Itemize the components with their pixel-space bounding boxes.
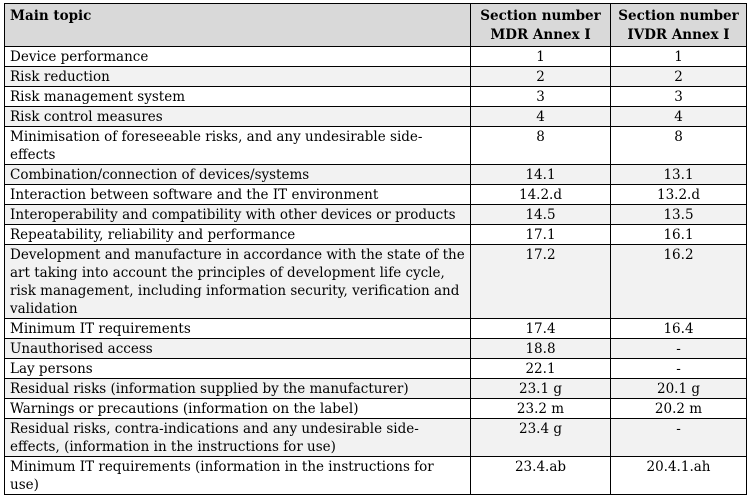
header-ivdr-line2: IVDR Annex I xyxy=(627,27,730,43)
row-mdr-cell: 23.4 g xyxy=(471,419,611,457)
row-topic-cell: Interoperability and compatibility with other devices or products xyxy=(5,205,471,225)
row-mdr-cell: 14.1 xyxy=(471,165,611,185)
table-row xyxy=(5,245,747,319)
table-header-row xyxy=(5,4,747,47)
row-ivdr-cell: - xyxy=(611,359,747,379)
row-mdr-cell: 17.4 xyxy=(471,319,611,339)
table-row xyxy=(5,419,747,457)
row-topic-cell: Repeatability, reliability and performance xyxy=(5,225,471,245)
row-ivdr-cell: 2 xyxy=(611,67,747,87)
row-ivdr-cell: 20.2 m xyxy=(611,399,747,419)
row-topic-cell: Development and manufacture in accordance with the state of the art taking into account the principles of development life cycle, risk management, including information security, verification and validation xyxy=(5,245,471,319)
row-ivdr-cell: - xyxy=(611,419,747,457)
row-ivdr-cell: - xyxy=(611,339,747,359)
row-ivdr-cell: 13.5 xyxy=(611,205,747,225)
row-topic-cell: Residual risks, contra-indications and any undesirable side-effects, (information in the instructions for use) xyxy=(5,419,471,457)
row-mdr-cell: 4 xyxy=(471,107,611,127)
row-topic-cell: Minimum IT requirements xyxy=(5,319,471,339)
row-ivdr-cell: 8 xyxy=(611,127,747,165)
table-row xyxy=(5,457,747,495)
table-row xyxy=(5,399,747,419)
row-mdr-cell: 18.8 xyxy=(471,339,611,359)
row-topic-cell: Unauthorised access xyxy=(5,339,471,359)
row-ivdr-cell: 16.1 xyxy=(611,225,747,245)
header-mdr-section xyxy=(471,4,611,47)
table-row xyxy=(5,359,747,379)
table-row xyxy=(5,165,747,185)
header-mdr-line2: MDR Annex I xyxy=(490,27,591,43)
table-row xyxy=(5,47,747,67)
row-mdr-cell: 17.1 xyxy=(471,225,611,245)
row-topic-cell: Minimisation of foreseeable risks, and any undesirable side-effects xyxy=(5,127,471,165)
row-mdr-cell: 14.5 xyxy=(471,205,611,225)
table-row xyxy=(5,319,747,339)
table-row xyxy=(5,205,747,225)
row-mdr-cell: 23.1 g xyxy=(471,379,611,399)
row-mdr-cell: 23.2 m xyxy=(471,399,611,419)
row-mdr-cell: 22.1 xyxy=(471,359,611,379)
header-mdr-line1: Section number xyxy=(480,8,601,24)
row-topic-cell: Risk management system xyxy=(5,87,471,107)
header-ivdr-section xyxy=(611,4,747,47)
header-ivdr-line1: Section number xyxy=(618,8,739,24)
row-ivdr-cell: 20.4.1.ah xyxy=(611,457,747,495)
row-mdr-cell: 2 xyxy=(471,67,611,87)
row-ivdr-cell: 1 xyxy=(611,47,747,67)
row-topic-cell: Residual risks (information supplied by the manufacturer) xyxy=(5,379,471,399)
row-ivdr-cell: 4 xyxy=(611,107,747,127)
row-mdr-cell: 17.2 xyxy=(471,245,611,319)
row-topic-cell: Risk control measures xyxy=(5,107,471,127)
table-row xyxy=(5,185,747,205)
row-topic-cell: Minimum IT requirements (information in the instructions for use) xyxy=(5,457,471,495)
row-mdr-cell: 23.4.ab xyxy=(471,457,611,495)
row-ivdr-cell: 16.4 xyxy=(611,319,747,339)
row-topic-cell: Combination/connection of devices/systems xyxy=(5,165,471,185)
header-main-topic: Main topic xyxy=(5,4,471,47)
row-mdr-cell: 3 xyxy=(471,87,611,107)
table-row xyxy=(5,339,747,359)
mdr-ivdr-mapping-table xyxy=(4,3,747,495)
row-ivdr-cell: 13.1 xyxy=(611,165,747,185)
row-topic-cell: Warnings or precautions (information on the label) xyxy=(5,399,471,419)
row-mdr-cell: 8 xyxy=(471,127,611,165)
row-topic-cell: Device performance xyxy=(5,47,471,67)
row-mdr-cell: 14.2.d xyxy=(471,185,611,205)
row-ivdr-cell: 3 xyxy=(611,87,747,107)
table-row xyxy=(5,127,747,165)
row-mdr-cell: 1 xyxy=(471,47,611,67)
row-topic-cell: Interaction between software and the IT environment xyxy=(5,185,471,205)
table-row xyxy=(5,225,747,245)
table-row xyxy=(5,107,747,127)
row-ivdr-cell: 13.2.d xyxy=(611,185,747,205)
row-ivdr-cell: 16.2 xyxy=(611,245,747,319)
table-row xyxy=(5,67,747,87)
table-row xyxy=(5,379,747,399)
table-row xyxy=(5,87,747,107)
row-topic-cell: Risk reduction xyxy=(5,67,471,87)
row-ivdr-cell: 20.1 g xyxy=(611,379,747,399)
row-topic-cell: Lay persons xyxy=(5,359,471,379)
